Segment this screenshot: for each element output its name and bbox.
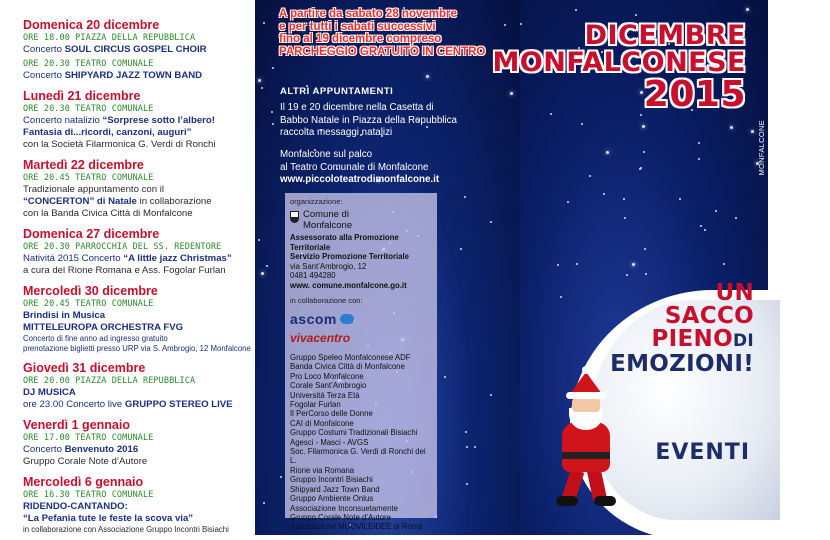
event-day: Martedì 22 dicembre (23, 158, 144, 172)
event-line (23, 196, 255, 208)
event-text: Gruppo Corale Note d’Autore (23, 456, 148, 467)
star-icon (490, 394, 492, 396)
group-item: Pro Loco Monfalcone (290, 371, 364, 381)
star-icon (623, 198, 625, 200)
event-text: ore 23.00 Concerto live (23, 399, 125, 410)
event-line (23, 44, 255, 56)
event-slot (23, 433, 255, 468)
collab-label: in collaborazione con: (290, 296, 363, 305)
event-slot (23, 104, 255, 151)
star-icon (626, 274, 628, 276)
star-icon (679, 198, 681, 200)
event-line (23, 344, 255, 354)
star-icon (557, 264, 559, 266)
altri-heading: ALTRI APPUNTAMENTI (280, 86, 394, 97)
star-icon (272, 67, 274, 69)
side-label: MONFALCONE (757, 120, 766, 176)
event-day: Domenica 27 dicembre (23, 227, 160, 241)
paragraph-line: raccolta messaggi natalizi (280, 127, 393, 138)
star-icon (460, 248, 462, 250)
group-item: Gruppo Corale Note d’Autore (290, 512, 391, 522)
group-item: Shipyard Jazz Town Band (290, 484, 380, 494)
star-icon (466, 483, 468, 485)
event-slot (23, 490, 255, 535)
event-line (23, 139, 255, 151)
title-line: MONFALCONESE (492, 47, 746, 78)
star-icon (645, 273, 647, 275)
group-item: Corale Sant’Ambrogio (290, 381, 367, 391)
group-item: Gruppo Speleo Monfalconese ADF (290, 353, 411, 362)
star-icon (258, 79, 261, 82)
event-block (23, 89, 255, 151)
slogan-word: PIENO (651, 326, 733, 352)
event-text: Concerto (23, 70, 65, 81)
event-line (23, 334, 255, 344)
cover-title (492, 22, 746, 114)
star-icon (635, 14, 637, 16)
paragraph-line: al Teatro Comunale di Monfalcone (280, 161, 429, 173)
event-time: ORE 20.45 TEATRO COMUNALE (23, 173, 154, 183)
star-icon (698, 158, 700, 160)
star-icon (263, 502, 265, 504)
event-text: con la Banda Civica Città di Monfalcone (23, 208, 193, 219)
event-day: Domenica 20 dicembre (23, 18, 160, 32)
event-line (23, 399, 255, 411)
santa-icon (552, 372, 622, 512)
event-text: in collaborazione con Associazione Gruppo Incontri Bisiachi (23, 525, 229, 534)
event-slot (23, 173, 255, 220)
event-time: ORE 20.00 PIAZZA DELLA REPUBBLICA (23, 376, 196, 386)
event-day: Mercoledì 30 dicembre (23, 284, 158, 298)
star-icon (700, 225, 702, 227)
event-text: Natività 2015 Concerto (23, 253, 124, 264)
star-icon (567, 201, 569, 203)
groups-list (290, 353, 432, 532)
slogan-line: SACCO (664, 303, 754, 329)
event-line (23, 513, 255, 525)
event-title: Brindisi in Musica (23, 310, 106, 321)
event-title: “La Pefania tute le feste la scova via” (23, 513, 194, 524)
event-time: ORE 18.00 PIAZZA DELLA REPUBBLICA (23, 33, 196, 43)
events-panel (0, 0, 255, 535)
star-icon (730, 126, 733, 129)
group-item: Gruppo Costumi Tradizionali Bisiachi (290, 428, 418, 438)
star-icon (280, 476, 282, 478)
event-line (23, 322, 255, 334)
event-day: Giovedì 31 dicembre (23, 361, 146, 375)
event-text: Tradizionale appuntamento con il (23, 184, 164, 195)
star-icon (426, 75, 429, 78)
event-time: ORE 20.45 TEATRO COMUNALE (23, 299, 154, 309)
event-title: MITTELEUROPA ORCHESTRA FVG (23, 322, 184, 333)
star-icon (644, 248, 646, 250)
notice-line: PARCHEGGIO GRATUITO IN CENTRO (279, 45, 486, 58)
cover-panel (492, 0, 768, 535)
comune-name: Monfalcone (303, 220, 353, 231)
event-slot (23, 242, 255, 277)
star-icon (576, 263, 578, 265)
star-icon (698, 142, 700, 144)
star-icon (642, 125, 645, 128)
star-icon (704, 229, 706, 231)
event-title: “Sorprese sotto l’albero! (102, 115, 215, 126)
paragraph-line: Babbo Natale in Piazza della Repubblica (280, 114, 458, 126)
group-item: Rione via Romana (290, 465, 355, 475)
event-time: ORE 20.30 TEATRO COMUNALE (23, 59, 154, 69)
event-line (23, 265, 255, 277)
event-title: RIDENDO-CANTANDO: (23, 501, 128, 512)
event-time: ORE 16.30 TEATRO COMUNALE (23, 490, 154, 500)
star-icon (466, 446, 468, 448)
event-title: SHIPYARD JAZZ TOWN BAND (64, 70, 203, 81)
ascom-mark-icon (340, 314, 354, 324)
event-title: GRUPPO STEREO LIVE (124, 399, 233, 410)
event-day: Lunedì 21 dicembre (23, 89, 141, 103)
group-item: Soc. Filarmonica G. Verdi di Ronchi dei L. (290, 447, 426, 466)
star-icon (261, 87, 263, 89)
star-icon (603, 193, 605, 195)
event-text: in collaborazione (136, 196, 212, 207)
star-icon (589, 175, 591, 177)
slogan-word: DI (732, 331, 754, 351)
star-icon (258, 239, 260, 241)
event-slot (23, 376, 255, 411)
event-text: con la Società Filarmonica G. Verdi di Ronchi (23, 139, 216, 150)
star-icon (632, 263, 635, 266)
event-line (23, 184, 255, 196)
crest-icon (290, 211, 299, 223)
event-line (23, 310, 255, 322)
eventi-label: EVENTI (655, 440, 750, 465)
event-title: SOUL CIRCUS GOSPEL CHOIR (64, 44, 207, 55)
title-line: DICEMBRE (584, 20, 746, 51)
star-icon (465, 431, 467, 433)
group-item: Associazione Inconsuetamente (290, 503, 398, 513)
event-time: ORE 17.00 TEATRO COMUNALE (23, 433, 154, 443)
event-time: ORE 20.30 TEATRO COMUNALE (23, 104, 154, 114)
group-item: CAI di Monfalcone (290, 418, 354, 428)
vivacentro-logo: vivacentro (290, 331, 351, 345)
slogan-line: EMOZIONI! (610, 351, 754, 377)
slogan (610, 282, 754, 376)
notice-line: A partire da sabato 28 novembre (279, 8, 457, 20)
star-icon (723, 263, 725, 265)
star-icon (474, 446, 476, 448)
star-icon (640, 167, 642, 169)
star-icon (746, 8, 749, 11)
event-line (23, 70, 255, 82)
group-item: Banda Civica Città di Monfalcone (290, 362, 405, 372)
assessorato-line: Assessorato alla Promozione Territoriale (290, 233, 399, 252)
event-line (23, 501, 255, 513)
event-text: Concerto di fine anno ad ingresso gratuito (23, 334, 168, 343)
event-block (23, 284, 255, 354)
star-icon (272, 123, 274, 125)
event-title: “A little jazz Christmas” (123, 253, 232, 264)
group-item: Gruppo Ambiente Onlus (290, 494, 374, 504)
event-line (23, 127, 255, 139)
event-line (23, 387, 255, 399)
event-block (23, 361, 255, 411)
info-panel (255, 0, 520, 535)
event-block (23, 227, 255, 277)
star-icon (263, 22, 265, 24)
star-icon (261, 272, 264, 275)
comune-website-link[interactable]: www. comune.monfalcone.go.it (290, 280, 407, 290)
phone-line: 0481 494280 (290, 271, 336, 280)
star-icon (715, 210, 717, 212)
event-block (23, 158, 255, 220)
slogan-line: UN (715, 280, 754, 306)
event-line (23, 115, 255, 127)
organizers-box (285, 193, 437, 532)
group-item: Università Terza Età (290, 390, 360, 400)
event-title: Fantasia di...ricordi, canzoni, auguri” (23, 127, 192, 138)
ascom-logo (290, 311, 432, 327)
notice-line: fino al 19 dicembre compreso (279, 33, 442, 45)
event-line (23, 456, 255, 468)
notice-line: e per tutti i sabati successivi (279, 20, 436, 33)
event-line (23, 444, 255, 456)
star-icon (751, 130, 754, 133)
organizers-label: organizzazione: (290, 197, 343, 206)
event-text: Concerto natalizio (23, 115, 103, 126)
group-item: Associazione MUOVILEIDEE di Roma (290, 522, 423, 532)
event-block (23, 475, 255, 535)
event-line (23, 525, 255, 535)
star-icon (464, 196, 466, 198)
parking-notice (279, 8, 499, 58)
address-line: via Sant’Ambrogio, 12 (290, 261, 367, 271)
paragraph-line: Monfalcone sul palco (280, 149, 373, 160)
star-icon (271, 111, 273, 113)
paragraph-line: Il 19 e 20 dicembre nella Casetta di (280, 102, 434, 113)
event-text: Concerto (23, 44, 65, 55)
event-title: “CONCERTON” di Natale (23, 196, 137, 207)
star-icon (490, 221, 492, 223)
event-title: DJ MUSICA (23, 387, 76, 398)
event-line (23, 208, 255, 220)
group-item: Fogolar Furlan (290, 400, 341, 410)
palco-paragraph (280, 149, 505, 187)
ascom-logo-text: ascom (290, 311, 337, 327)
star-icon (266, 265, 268, 267)
star-icon (606, 151, 609, 154)
event-day: Mercoledì 6 gennaio (23, 475, 144, 489)
event-text: a cura del Rione Romana e Ass. Fogolar Furlan (23, 265, 226, 276)
assessorato-line: Servizio Promozione Territoriale (290, 252, 410, 261)
star-icon (640, 114, 642, 116)
star-icon (643, 151, 645, 153)
event-time: ORE 20.30 PARROCCHIA DEL SS. REDENTORE (23, 242, 222, 252)
star-icon (444, 376, 446, 378)
star-icon (581, 123, 583, 125)
event-day: Venerdì 1 gennaio (23, 418, 130, 432)
comune-logo (290, 209, 432, 231)
event-slot (23, 33, 255, 56)
event-slot (23, 299, 255, 354)
star-icon (575, 9, 577, 11)
website-link[interactable]: www.piccoloteatrodimonfalcone.it (280, 174, 440, 185)
star-icon (624, 217, 626, 219)
star-icon (735, 217, 737, 219)
event-text: Concerto (23, 444, 65, 455)
group-item: Agesci - Masci - AVGS (290, 437, 369, 447)
event-block (23, 418, 255, 468)
star-icon (560, 296, 562, 298)
event-block (23, 18, 255, 82)
slogan-line (610, 328, 754, 353)
event-text: prenotazione biglietti presso URP via S. Ambrogio, 12 Monfalcone (23, 344, 251, 353)
comune-name: Comune di (303, 209, 349, 220)
group-item: Il PerCorso delle Donne (290, 409, 373, 419)
event-slot (23, 59, 255, 82)
title-year: 2015 (643, 74, 746, 115)
group-item: Gruppo Incontri Bisiachi (290, 475, 373, 485)
event-title: Benvenuto 2016 (64, 444, 139, 455)
casetta-paragraph (280, 102, 505, 140)
event-line (23, 253, 255, 265)
